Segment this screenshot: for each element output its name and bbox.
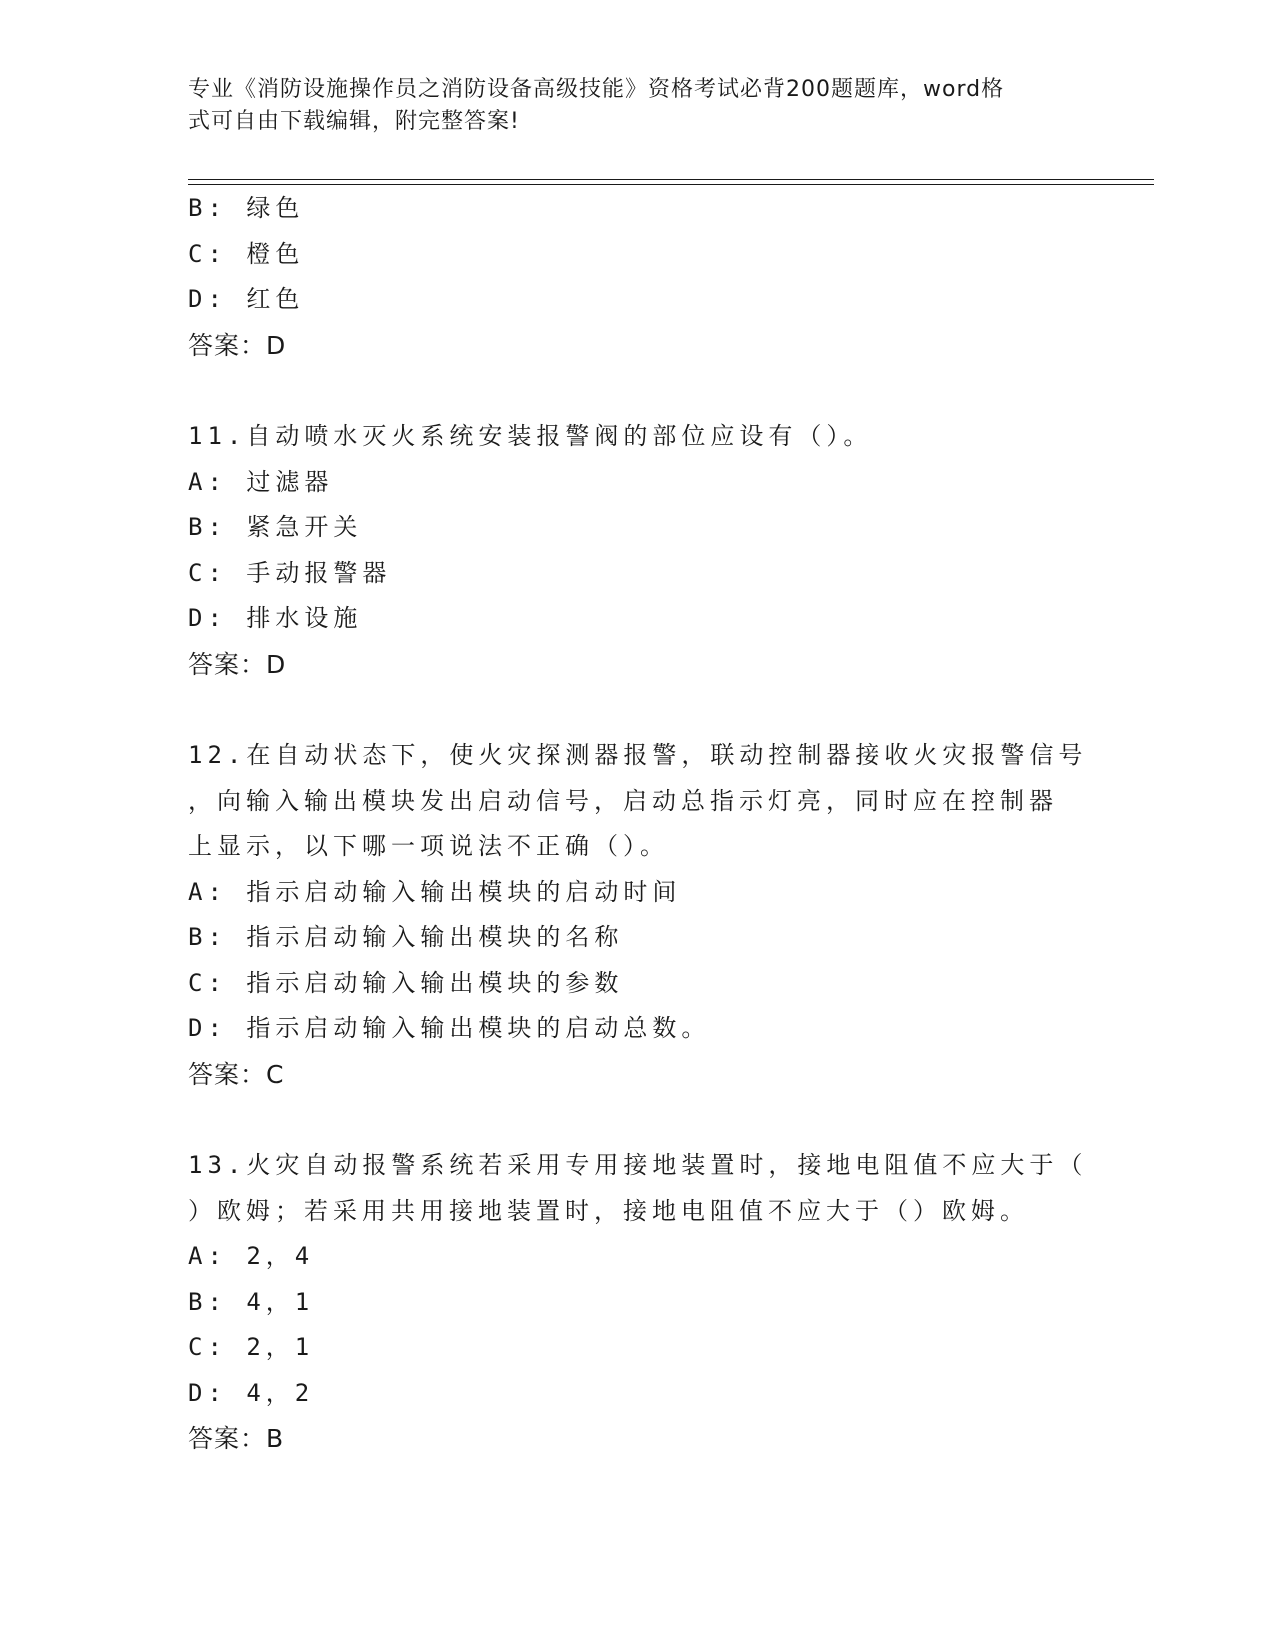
option-b: B: 紧急开关 [188,513,363,541]
spacer [188,1097,1088,1143]
option-d: D: 4，2 [188,1378,315,1407]
question-list [188,186,1088,1462]
option-d: D: 红色 [188,285,305,313]
option-a: A: 2，4 [188,1242,315,1270]
question-stem-line-1: 13.火灾自动报警系统若采用专用接地装置时，接地电阻值不应大于（ [188,1151,1088,1179]
question-10-tail [188,186,1088,368]
answer-label: 答案：B [188,1424,285,1453]
spacer [188,687,1088,733]
header-divider-top [188,179,1154,180]
question-11 [188,414,1088,687]
document-header [188,74,1088,138]
header-divider-bottom [188,184,1154,185]
answer-label: 答案：D [188,649,287,679]
question-13 [188,1143,1088,1462]
answer-label: 答案：C [188,1059,285,1089]
question-stem-line-1: 12.在自动状态下，使火灾探测器报警，联动控制器接收火灾报警信号 [188,741,1088,769]
option-b: B: 4，1 [188,1287,315,1316]
option-c: C: 指示启动输入输出模块的参数 [188,968,624,997]
option-c: C: 2，1 [188,1333,315,1361]
question-stem-line-3: 上显示，以下哪一项说法不正确（）。 [188,832,669,860]
option-c: C: 手动报警器 [188,558,392,587]
question-stem-line-2: ，向输入输出模块发出启动信号，启动总指示灯亮，同时应在控制器 [188,786,1058,815]
option-b: B: 绿色 [188,194,305,222]
question-stem-line-2: ）欧姆；若采用共用接地装置时，接地电阻值不应大于（）欧姆。 [188,1196,1029,1225]
option-d: D: 指示启动输入输出模块的启动总数。 [188,1014,711,1042]
question-12 [188,733,1088,1097]
option-a: A: 过滤器 [188,467,334,496]
question-stem: 11.自动喷水灭火系统安装报警阀的部位应设有（）。 [188,422,873,450]
option-c: C: 橙色 [188,239,305,268]
answer-label: 答案：D [188,330,287,360]
header-line-1: 专业《消防设施操作员之消防设备高级技能》资格考试必背200题题库，word格 [188,77,1005,102]
header-line-2: 式可自由下载编辑，附完整答案! [188,109,520,134]
option-b: B: 指示启动输入输出模块的名称 [188,923,624,951]
option-a: A: 指示启动输入输出模块的启动时间 [188,877,682,906]
spacer [188,368,1088,414]
option-d: D: 排水设施 [188,604,363,632]
